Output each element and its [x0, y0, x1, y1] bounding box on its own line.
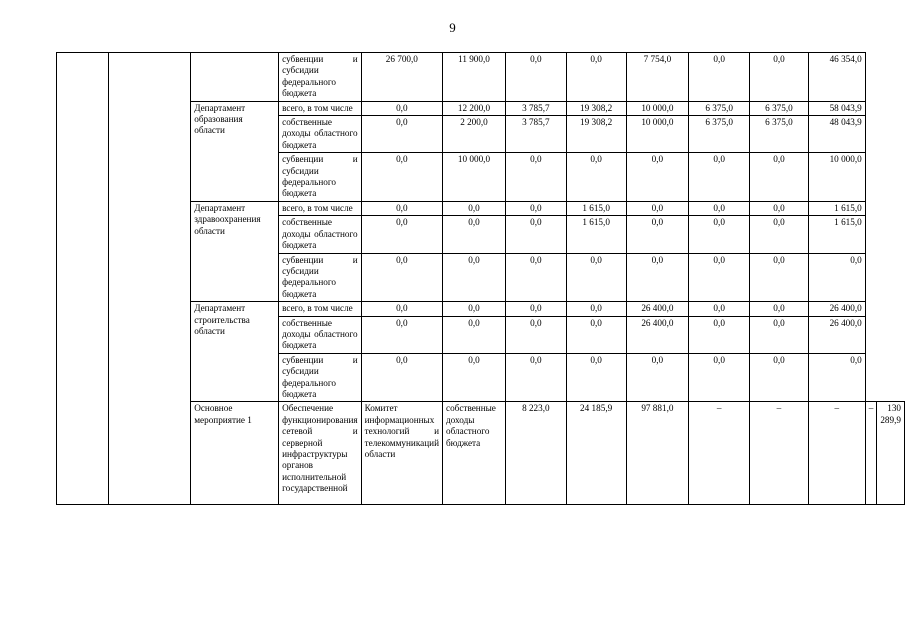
source-label: субвенции и субсидии федерального бюджета	[279, 153, 362, 202]
value-cell: 0,0	[505, 153, 566, 202]
value-cell: –	[808, 402, 865, 505]
value-cell: –	[750, 402, 809, 505]
value-cell: 1 615,0	[566, 216, 626, 253]
value-cell: 0,0	[505, 302, 566, 316]
total-cell: 26 400,0	[808, 316, 865, 353]
department-name: Департамент строительства области	[191, 302, 279, 402]
source-label: субвенции и субсидии федерального бюджета	[279, 253, 362, 302]
value-cell: 0,0	[750, 302, 809, 316]
total-cell: 48 043,9	[808, 116, 865, 153]
department-name: Департамент образования области	[191, 101, 279, 201]
value-cell: 0,0	[361, 153, 442, 202]
value-cell: 0,0	[361, 302, 442, 316]
value-cell: 0,0	[505, 353, 566, 402]
value-cell: 0,0	[566, 353, 626, 402]
value-cell: 97 881,0	[626, 402, 689, 505]
value-cell: 0,0	[443, 353, 506, 402]
value-cell: 7 754,0	[626, 53, 689, 102]
value-cell: 0,0	[443, 216, 506, 253]
source-label: собственные доходы областного бюджета	[279, 216, 362, 253]
total-cell: 58 043,9	[808, 101, 865, 115]
value-cell: 10 000,0	[626, 116, 689, 153]
total-cell: 10 000,0	[808, 153, 865, 202]
value-cell: 3 785,7	[505, 116, 566, 153]
value-cell: 0,0	[689, 201, 750, 215]
value-cell: 0,0	[361, 116, 442, 153]
value-cell: 0,0	[626, 253, 689, 302]
value-cell: 26 400,0	[626, 302, 689, 316]
total-cell: 0,0	[808, 253, 865, 302]
value-cell: 0,0	[689, 353, 750, 402]
source-label: всего, в том числе	[279, 101, 362, 115]
value-cell: 0,0	[689, 153, 750, 202]
source-label: собственные доходы областного бюджета	[443, 402, 506, 505]
value-cell: 0,0	[505, 216, 566, 253]
budget-table	[56, 52, 905, 505]
value-cell: 0,0	[626, 201, 689, 215]
total-cell: 46 354,0	[808, 53, 865, 102]
value-cell: 0,0	[566, 316, 626, 353]
value-cell: 0,0	[443, 253, 506, 302]
value-cell: 0,0	[443, 302, 506, 316]
value-cell: 10 000,0	[626, 101, 689, 115]
value-cell: 0,0	[361, 201, 442, 215]
main-measure-label: Основное мероприятие 1	[191, 402, 279, 505]
value-cell: 8 223,0	[505, 402, 566, 505]
value-cell: –	[689, 402, 750, 505]
value-cell: 0,0	[566, 153, 626, 202]
value-cell: 0,0	[361, 253, 442, 302]
value-cell: 0,0	[361, 101, 442, 115]
value-cell: –	[865, 402, 877, 505]
value-cell: 6 375,0	[689, 116, 750, 153]
value-cell: 0,0	[566, 302, 626, 316]
value-cell: 12 200,0	[443, 101, 506, 115]
value-cell: 0,0	[505, 316, 566, 353]
source-label: всего, в том числе	[279, 302, 362, 316]
total-cell: 130 289,9	[877, 402, 905, 505]
value-cell: 0,0	[750, 253, 809, 302]
value-cell: 26 700,0	[361, 53, 442, 102]
value-cell: 0,0	[626, 216, 689, 253]
value-cell: 0,0	[750, 153, 809, 202]
value-cell: 0,0	[626, 353, 689, 402]
value-cell: 0,0	[505, 201, 566, 215]
main-measure-description: Обеспечение функционирования сетевой и серверной инфраструктуры органов исполнительной государственной	[279, 402, 362, 505]
table-row	[57, 53, 905, 102]
main-measure-executor: Комитет информационных технологий и телекоммуникаций области	[361, 402, 442, 505]
value-cell: 6 375,0	[750, 116, 809, 153]
value-cell: 0,0	[443, 316, 506, 353]
value-cell: 0,0	[361, 353, 442, 402]
value-cell: 0,0	[626, 153, 689, 202]
total-cell: 1 615,0	[808, 201, 865, 215]
total-cell: 26 400,0	[808, 302, 865, 316]
total-cell: 1 615,0	[808, 216, 865, 253]
value-cell: 0,0	[689, 53, 750, 102]
executor-cell-empty	[191, 53, 279, 102]
value-cell: 0,0	[566, 253, 626, 302]
value-cell: 3 785,7	[505, 101, 566, 115]
source-label: субвенции и субсидии федерального бюджета	[279, 53, 362, 102]
total-cell: 0,0	[808, 353, 865, 402]
value-cell: 24 185,9	[566, 402, 626, 505]
value-cell: 0,0	[689, 216, 750, 253]
page-number: 9	[449, 20, 456, 35]
value-cell: 0,0	[689, 316, 750, 353]
value-cell: 0,0	[505, 253, 566, 302]
measure-cell-empty	[57, 53, 109, 505]
value-cell: 0,0	[689, 302, 750, 316]
value-cell: 10 000,0	[443, 153, 506, 202]
value-cell: 0,0	[566, 53, 626, 102]
value-cell: 0,0	[750, 216, 809, 253]
value-cell: 0,0	[689, 253, 750, 302]
value-cell: 0,0	[443, 201, 506, 215]
department-name: Департамент здравоохранения области	[191, 201, 279, 301]
value-cell: 26 400,0	[626, 316, 689, 353]
value-cell: 0,0	[750, 316, 809, 353]
value-cell: 0,0	[361, 216, 442, 253]
value-cell: 19 308,2	[566, 101, 626, 115]
source-label: всего, в том числе	[279, 201, 362, 215]
description-cell-empty	[108, 53, 191, 505]
source-label: собственные доходы областного бюджета	[279, 316, 362, 353]
value-cell: 19 308,2	[566, 116, 626, 153]
source-label: субвенции и субсидии федерального бюджета	[279, 353, 362, 402]
value-cell: 0,0	[361, 316, 442, 353]
value-cell: 0,0	[505, 53, 566, 102]
value-cell: 0,0	[750, 353, 809, 402]
source-label: собственные доходы областного бюджета	[279, 116, 362, 153]
value-cell: 1 615,0	[566, 201, 626, 215]
value-cell: 11 900,0	[443, 53, 506, 102]
value-cell: 6 375,0	[750, 101, 809, 115]
value-cell: 6 375,0	[689, 101, 750, 115]
value-cell: 2 200,0	[443, 116, 506, 153]
value-cell: 0,0	[750, 53, 809, 102]
value-cell: 0,0	[750, 201, 809, 215]
